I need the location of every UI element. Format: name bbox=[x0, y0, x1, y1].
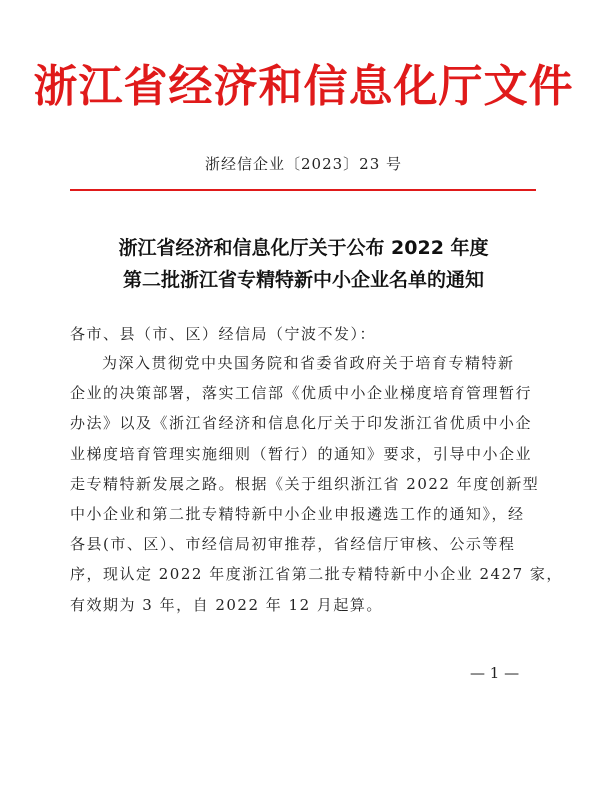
body-paragraph bbox=[70, 348, 563, 620]
body-line: 企业的决策部署，落实工信部《优质中小企业梯度培育管理暂行 bbox=[70, 384, 533, 403]
notice-title-line-1: 浙江省经济和信息化厅关于公布 2022 年度 bbox=[118, 237, 489, 259]
body-line: 各县(市、区）、市经信局初审推荐，省经信厅审核、公示等程 bbox=[70, 535, 516, 554]
body-line: 序，现认定 2022 年度浙江省第二批专精特新中小企业 2427 家， bbox=[70, 565, 563, 584]
body-line: 为深入贯彻党中央国务院和省委省政府关于培育专精特新 bbox=[102, 354, 515, 372]
body-line: 业梯度培育管理实施细则（暂行）的通知》要求，引导中小企业 bbox=[70, 444, 533, 463]
page-number: — 1 — bbox=[470, 664, 520, 682]
body-line: 中小企业和第二批专精特新中小企业申报遴选工作的通知》，经 bbox=[70, 505, 525, 524]
document-number: 浙经信企业〔2023〕23 号 bbox=[204, 155, 403, 173]
body-line: 有效期为 3 年，自 2022 年 12 月起算。 bbox=[70, 595, 383, 614]
masthead-title: 浙江省经济和信息化厅文件 bbox=[33, 61, 574, 112]
salutation: 各市、县（市、区）经信局（宁波不发）： bbox=[70, 325, 377, 343]
notice-title bbox=[0, 232, 607, 296]
body-line: 办法》以及《浙江省经济和信息化厅关于印发浙江省优质中小企 bbox=[70, 414, 533, 433]
red-divider-line bbox=[70, 189, 536, 191]
notice-title-line-2: 第二批浙江省专精特新中小企业名单的通知 bbox=[122, 269, 484, 291]
body-line: 走专精特新发展之路。根据《关于组织浙江省 2022 年度创新型 bbox=[70, 474, 540, 493]
